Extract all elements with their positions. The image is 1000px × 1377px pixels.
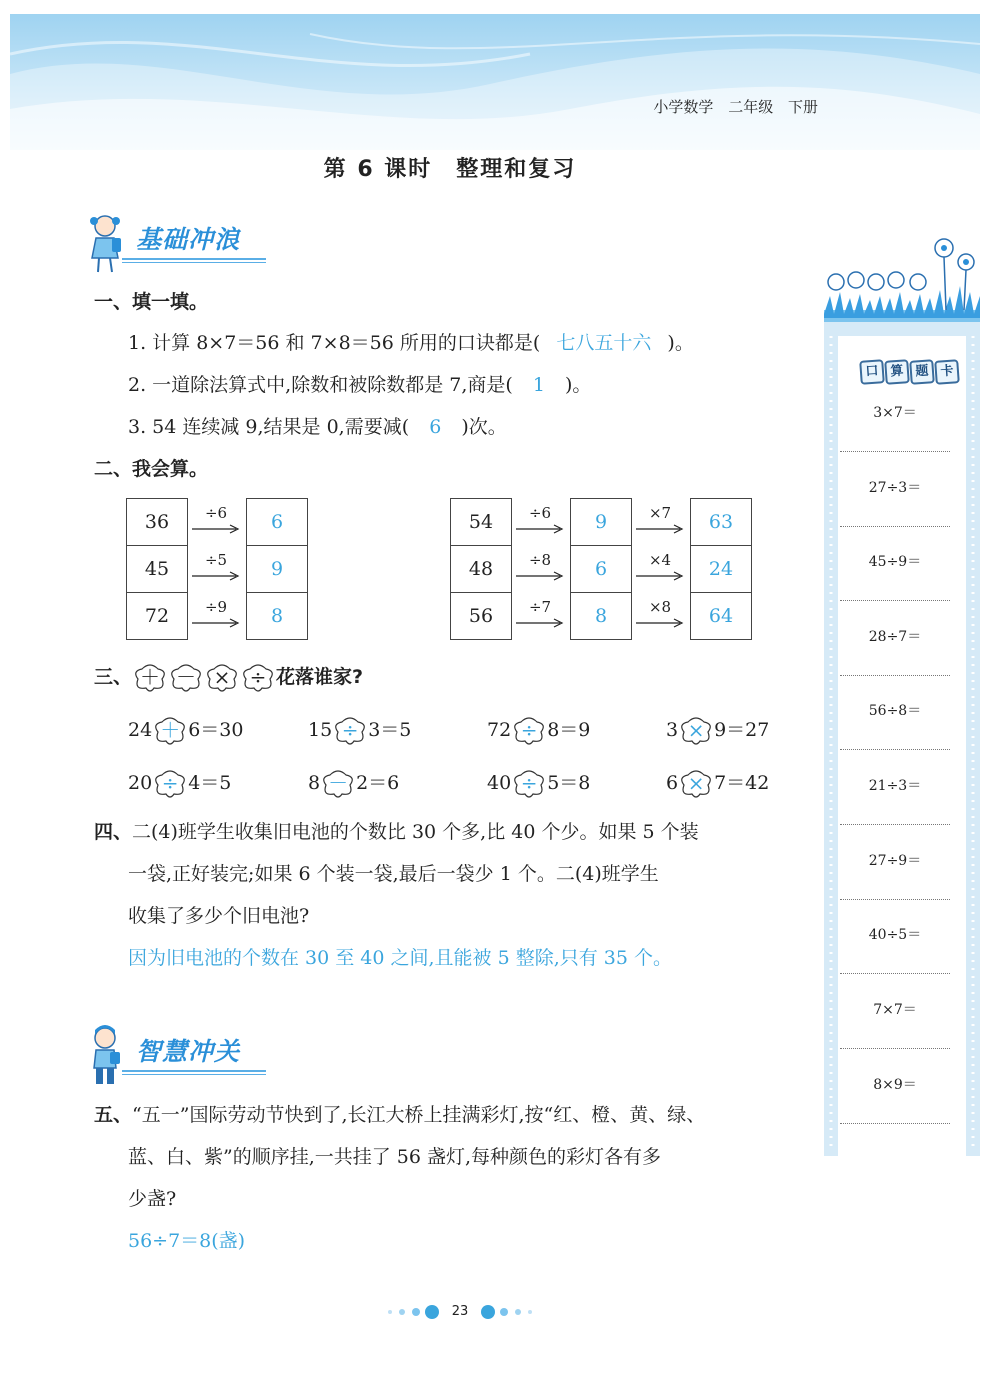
q2-right-result-2: 24 — [690, 545, 752, 593]
arrow-icon — [514, 569, 566, 583]
flower-times-icon: × — [205, 663, 239, 693]
q3-answer-1: ＋ — [160, 718, 181, 742]
flower-minus-icon: － — [169, 663, 203, 693]
q3-answer-5: ÷ — [161, 771, 179, 795]
section-underline — [122, 1070, 266, 1072]
q1-item-3: 3. 54 连续减 9,结果是 0,需要减( 6 )次。 — [128, 416, 507, 438]
section-header-basic — [86, 212, 276, 274]
page-title: 第 6 课时 整理和复习 — [323, 157, 577, 182]
arrow-icon — [190, 569, 242, 583]
page-number: 23 — [380, 1298, 540, 1330]
q5-line-1: “五一”国际劳动节快到了,长江大桥上挂满彩灯,按“红、橙、黄、绿、 — [132, 1104, 706, 1126]
q2-right-result-1: 63 — [690, 498, 752, 546]
q3-eq-2: 15 ÷ 3＝5 — [308, 718, 412, 742]
q2-left-result-3: 8 — [246, 592, 308, 640]
arrow-icon — [634, 522, 686, 536]
q1-answer-3: 6 — [429, 416, 442, 438]
q3-eq-1: 24 ＋ 6＝30 — [128, 718, 244, 742]
card-item: 3×7＝ — [840, 378, 950, 452]
q4-line-1: 二(4)班学生收集旧电池的个数比 30 个多,比 40 个少。如果 5 个装 — [132, 821, 699, 843]
arrow-icon — [514, 522, 566, 536]
q3-eq-5: 20 ÷ 4＝5 — [128, 771, 232, 795]
q2-right-start-1: 54 — [450, 498, 512, 546]
card-item: 40÷5＝ — [840, 900, 950, 974]
q5-line-2: 蓝、白、紫”的顺序挂,一共挂了 56 盏灯,每种颜色的彩灯各有多 — [128, 1146, 662, 1168]
arrow-icon — [634, 569, 686, 583]
card-item: 21÷3＝ — [840, 751, 950, 825]
mental-math-card — [824, 226, 980, 1156]
q2-right-mid-2: 6 — [570, 545, 632, 593]
kids-flowers-illustration — [824, 226, 980, 326]
q3-eq-6: 8 － 2＝6 — [308, 771, 400, 795]
q2-right-result-3: 64 — [690, 592, 752, 640]
card-item: 8×9＝ — [840, 1050, 950, 1124]
q2-right-start-2: 48 — [450, 545, 512, 593]
section-label-basic: 基础冲浪 — [136, 225, 241, 254]
q4-problem — [94, 811, 824, 979]
q3-eq-7: 40 ÷ 5＝8 — [487, 771, 591, 795]
girl-mascot-icon — [86, 212, 124, 274]
card-border-dots — [824, 322, 838, 1156]
q4-prefix: 四、 — [94, 821, 133, 843]
card-item: 56÷8＝ — [840, 676, 950, 750]
q3-answer-6: － — [328, 771, 349, 795]
boy-mascot-icon — [86, 1024, 124, 1086]
q3-eq-8: 6 × 7＝42 — [666, 771, 770, 795]
section-underline — [122, 262, 266, 263]
card-border-dots — [966, 322, 980, 1156]
q5-line-3: 少盏? — [128, 1188, 177, 1210]
q2-left-start-1: 36 — [126, 498, 188, 546]
header-grade: 二年级 — [728, 98, 774, 116]
header-meta — [653, 96, 818, 117]
q4-line-2: 一袋,正好装完;如果 6 个装一袋,最后一袋少 1 个。二(4)班学生 — [128, 863, 659, 885]
q2-left-start-3: 72 — [126, 592, 188, 640]
section-label-challenge: 智慧冲关 — [136, 1037, 241, 1066]
q3-prefix: 三、 — [94, 666, 133, 688]
flower-divide-icon: ÷ — [241, 663, 275, 693]
q3-answer-7: ÷ — [520, 771, 538, 795]
card-item: 7×7＝ — [840, 975, 950, 1049]
q2-right-start-3: 56 — [450, 592, 512, 640]
q2-left-result-2: 9 — [246, 545, 308, 593]
header-volume: 下册 — [787, 98, 818, 116]
card-item: 45÷9＝ — [840, 527, 950, 601]
q2-heading: 二、我会算。 — [94, 458, 209, 480]
q1-answer-2: 1 — [532, 374, 545, 396]
flower-plus-icon: ＋ — [133, 663, 167, 693]
q2-right-mid-3: 8 — [570, 592, 632, 640]
arrow-icon — [514, 616, 566, 630]
q2-right-mid-1: 9 — [570, 498, 632, 546]
q5-answer: 56÷7＝8(盏) — [128, 1230, 246, 1252]
q5-problem — [94, 1094, 824, 1262]
section-header-challenge — [86, 1024, 276, 1086]
arrow-icon — [634, 616, 686, 630]
header-banner — [10, 14, 980, 150]
q3-heading-row — [94, 662, 363, 693]
q3-answer-2: ÷ — [341, 718, 359, 742]
q1-answer-1: 七八五十六 — [556, 332, 652, 354]
q3-heading: 花落谁家? — [276, 666, 364, 688]
q1-heading: 一、填一填。 — [94, 291, 209, 313]
card-item: 27÷3＝ — [840, 453, 950, 527]
q1-item-1: 1. 计算 8×7＝56 和 7×8＝56 所用的口诀都是( 七八五十六 )。 — [128, 332, 694, 354]
q1-item-2: 2. 一道除法算式中,除数和被除数都是 7,商是( 1 )。 — [128, 374, 592, 396]
q3-eq-3: 72 ÷ 8＝9 — [487, 718, 591, 742]
q2-left-start-2: 45 — [126, 545, 188, 593]
q3-eq-4: 3 × 9＝27 — [666, 718, 770, 742]
section-underline — [122, 258, 266, 260]
header-subject: 小学数学 — [653, 98, 714, 116]
section-underline — [122, 1074, 266, 1075]
q2-left-result-1: 6 — [246, 498, 308, 546]
q3-answer-4: × — [687, 718, 705, 742]
arrow-icon — [190, 522, 242, 536]
q4-line-3: 收集了多少个旧电池? — [128, 905, 310, 927]
header-wave-graphic — [10, 14, 980, 150]
q3-answer-8: × — [687, 771, 705, 795]
card-item: 27÷9＝ — [840, 826, 950, 900]
card-item: 28÷7＝ — [840, 602, 950, 676]
q4-answer: 因为旧电池的个数在 30 至 40 之间,且能被 5 整除,只有 35 个。 — [128, 947, 673, 969]
q5-prefix: 五、 — [94, 1104, 133, 1126]
q3-answer-3: ÷ — [520, 718, 538, 742]
card-title: 口 算 题 卡 — [860, 360, 960, 384]
arrow-icon — [190, 616, 242, 630]
